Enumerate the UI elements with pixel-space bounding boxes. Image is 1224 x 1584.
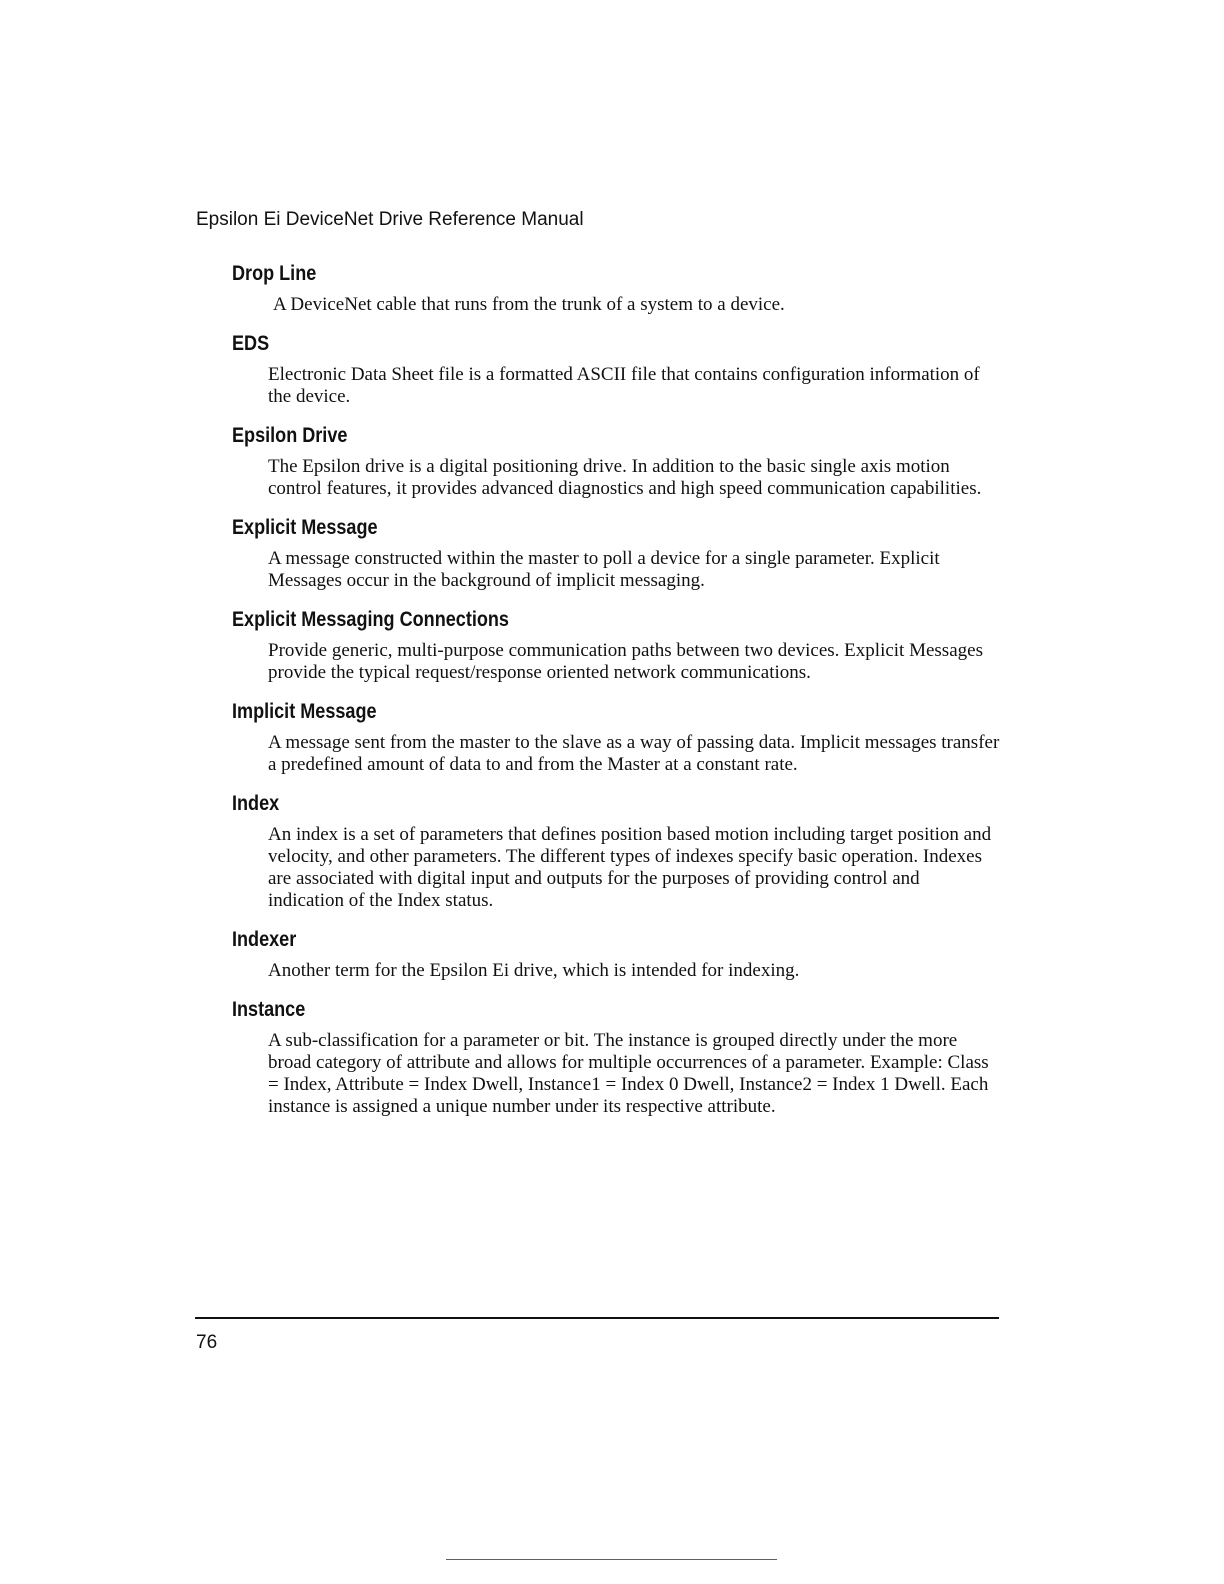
glossary-definition: Another term for the Epsilon Ei drive, which is intended for indexing. [268, 960, 800, 981]
glossary-entry-instance [232, 994, 1000, 1118]
bottom-link-underline [446, 1559, 777, 1560]
glossary-term: Explicit Message [232, 516, 378, 539]
glossary-entry-drop-line [232, 258, 1000, 316]
page-number: 76 [196, 1332, 218, 1353]
glossary-definition: An index is a set of parameters that defines position based motion including target position and velocity, and other parameters. The different types of indexes specify basic operation. Indexes are associated with digital input and outputs for the purposes of providing control and indication of the Index status. [268, 824, 992, 911]
glossary-entry-explicit-message [232, 512, 1000, 592]
glossary-entry-index [232, 788, 1000, 912]
glossary-entry-epsilon-drive [232, 420, 1000, 500]
glossary-definition: A message sent from the master to the slave as a way of passing data. Implicit messages transfer a predefined amount of data to and from the Master at a constant rate. [268, 732, 1000, 775]
glossary-definition: A DeviceNet cable that runs from the trunk of a system to a device. [273, 294, 785, 315]
glossary-entry-explicit-messaging-connections [232, 604, 1000, 684]
glossary-term: Drop Line [232, 262, 317, 285]
glossary-entry-indexer [232, 924, 1000, 982]
glossary-entry-eds [232, 328, 1000, 408]
glossary-term: Indexer [232, 928, 297, 951]
glossary-definition: Electronic Data Sheet file is a formatted ASCII file that contains configuration information of the device. [268, 364, 980, 407]
glossary-definition: A sub-classification for a parameter or bit. The instance is grouped directly under the more broad category of attribute and allows for multiple occurrences of a parameter. Example: Class = Index, Attribute = Index Dwell, Instance1 = Index 0 Dwell, Instance2 = Index 1 Dwell. Each instance is assigned a unique number under its respective attribute. [268, 1030, 989, 1117]
glossary-term: EDS [232, 332, 270, 355]
glossary-list [232, 258, 1000, 1130]
glossary-term: Epsilon Drive [232, 424, 348, 447]
glossary-term: Explicit Messaging Connections [232, 608, 509, 631]
glossary-definition: Provide generic, multi-purpose communication paths between two devices. Explicit Messages provide the typical request/response oriented network communications. [268, 640, 983, 683]
glossary-entry-implicit-message [232, 696, 1000, 776]
footer-rule [195, 1317, 999, 1319]
glossary-definition: The Epsilon drive is a digital positioning drive. In addition to the basic single axis motion control features, it provides advanced diagnostics and high speed communication capabilities. [268, 456, 982, 499]
glossary-term: Instance [232, 998, 306, 1021]
glossary-term: Index [232, 792, 280, 815]
running-header: Epsilon Ei DeviceNet Drive Reference Manual [196, 209, 584, 230]
glossary-term: Implicit Message [232, 700, 377, 723]
glossary-definition: A message constructed within the master to poll a device for a single parameter. Explicit Messages occur in the background of implicit messaging. [268, 548, 940, 591]
